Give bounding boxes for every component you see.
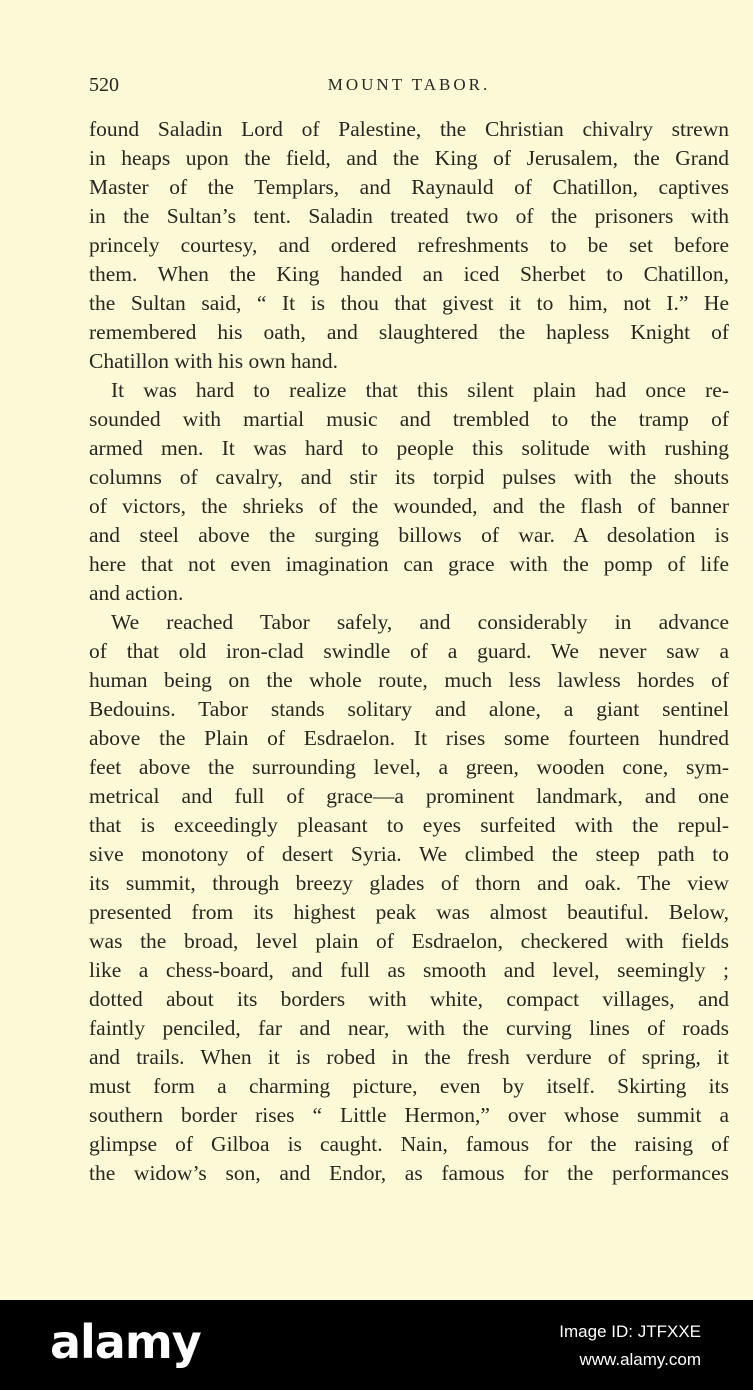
text-line: It was hard to realize that this silent plain had once re- — [111, 378, 729, 402]
text-line: princely courtesy, and ordered refreshments to be set before — [89, 233, 729, 257]
text-line: faintly penciled, far and near, with the curving lines of roads — [89, 1016, 729, 1040]
text-line: that is exceedingly pleasant to eyes surfeited with the repul- — [89, 813, 729, 837]
text-line: of victors, the shrieks of the wounded, and the flash of banner — [89, 494, 729, 518]
text-line: and action. — [89, 581, 184, 605]
text-line: above the Plain of Esdraelon. It rises some fourteen hundred — [89, 726, 729, 750]
text-line: We reached Tabor safely, and considerably in advance — [111, 610, 729, 634]
image-id: Image ID: JTFXXE — [559, 1322, 701, 1341]
text-line: the Sultan said, “ It is thou that givest it to him, not I.” He — [89, 291, 729, 315]
text-line: dotted about its borders with white, compact villages, and — [89, 987, 729, 1011]
text-line: metrical and full of grace—a prominent landmark, and one — [89, 784, 729, 808]
text-line: them. When the King handed an iced Sherbet to Chatillon, — [89, 262, 729, 286]
text-line: was the broad, level plain of Esdraelon, checkered with fields — [89, 929, 729, 953]
alamy-logo: alamy — [50, 1315, 201, 1369]
text-line: remembered his oath, and slaughtered the hapless Knight of — [89, 320, 729, 344]
text-line: presented from its highest peak was almost beautiful. Below, — [89, 900, 729, 924]
text-line: Chatillon with his own hand. — [89, 349, 339, 373]
text-line: like a chess-board, and full as smooth and level, seemingly ; — [89, 958, 729, 982]
text-line: must form a charming picture, even by itself. Skirting its — [89, 1074, 729, 1098]
text-line: here that not even imagination can grace with the pomp of life — [89, 552, 729, 576]
text-line: sounded with martial music and trembled to the tramp of — [89, 407, 729, 431]
page-number: 520 — [89, 74, 119, 96]
text-line: in the Sultan’s tent. Saladin treated two of the prisoners with — [89, 204, 729, 228]
running-head — [89, 70, 729, 100]
text-line: in heaps upon the field, and the King of Jerusalem, the Grand — [89, 146, 729, 170]
text-line: sive monotony of desert Syria. We climbed the steep path to — [89, 842, 729, 866]
stock-footer — [0, 1300, 753, 1390]
running-title: MOUNT TABOR. — [327, 75, 491, 94]
text-line: columns of cavalry, and stir its torpid pulses with the shouts — [89, 465, 729, 489]
text-line: the widow’s son, and Endor, as famous for the performances — [89, 1161, 729, 1185]
body-text — [89, 115, 729, 1188]
text-line: its summit, through breezy glades of thorn and oak. The view — [89, 871, 729, 895]
text-line: Bedouins. Tabor stands solitary and alone, a giant sentinel — [89, 697, 729, 721]
text-line: and trails. When it is robed in the fresh verdure of spring, it — [89, 1045, 729, 1069]
text-line: glimpse of Gilboa is caught. Nain, famous for the raising of — [89, 1132, 729, 1156]
text-line: of that old iron-clad swindle of a guard. We never saw a — [89, 639, 729, 663]
text-line: Master of the Templars, and Raynauld of Chatillon, captives — [89, 175, 729, 199]
text-line: found Saladin Lord of Palestine, the Christian chivalry strewn — [89, 117, 729, 141]
text-line: and steel above the surging billows of war. A desolation is — [89, 523, 729, 547]
text-line: human being on the whole route, much less lawless hordes of — [89, 668, 729, 692]
site-url: www.alamy.com — [579, 1350, 701, 1369]
text-line: feet above the surrounding level, a green, wooden cone, sym- — [89, 755, 729, 779]
text-line: armed men. It was hard to people this solitude with rushing — [89, 436, 729, 460]
text-line: southern border rises “ Little Hermon,” over whose summit a — [89, 1103, 729, 1127]
